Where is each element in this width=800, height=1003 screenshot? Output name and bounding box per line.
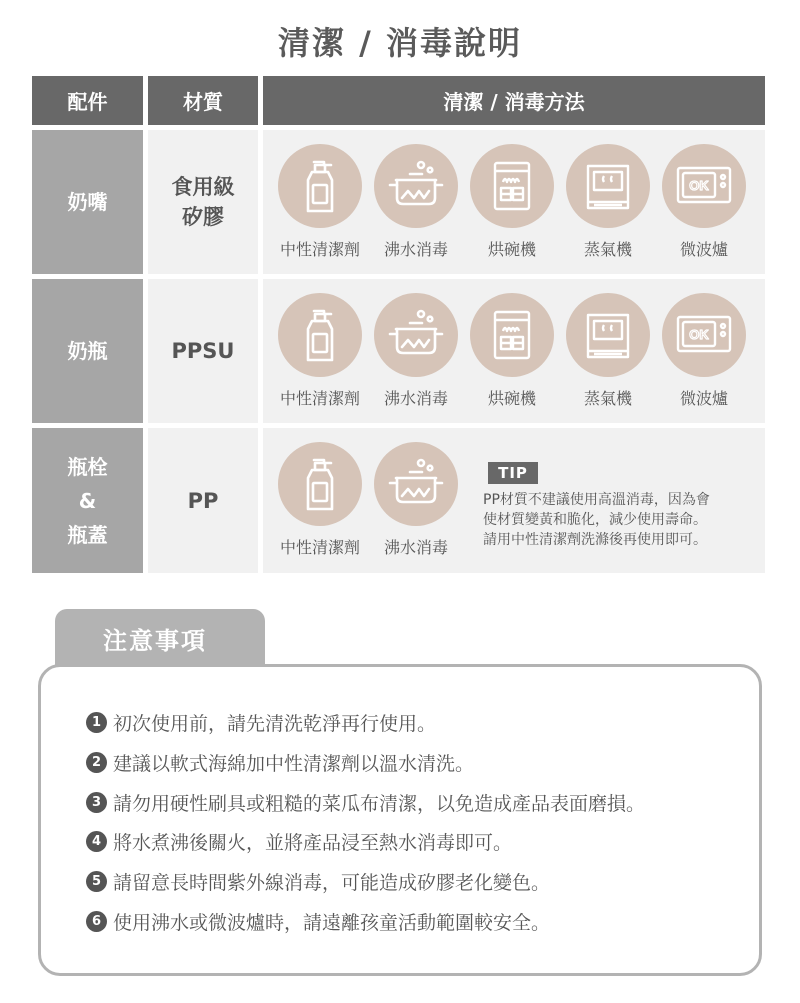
dish-dryer-icon: [482, 305, 542, 365]
detergent-bottle-icon: [290, 454, 350, 514]
method-label: 微波爐: [679, 389, 728, 408]
note-number: 2: [86, 752, 107, 773]
tip-line: PP材質不建議使用高溫消毒，因為會: [483, 492, 710, 508]
header-part: 配件: [32, 76, 143, 125]
method-detergent: [275, 144, 365, 260]
microwave-ok-text: OK: [689, 327, 709, 342]
boiling-pot-icon: [386, 305, 446, 365]
notes-title: 注意事項: [55, 609, 265, 667]
note-text: 建議以軟式海綿加中性清潔劑以溫水清洗。: [113, 753, 475, 775]
row-methods-cell: [263, 279, 765, 423]
method-label: 中性清潔劑: [279, 538, 360, 557]
note-number: 5: [86, 871, 107, 892]
dish-dryer-icon: [482, 156, 542, 216]
tip-line: 使材質變黃和脆化，減少使用壽命。: [483, 512, 707, 528]
note-text: 初次使用前，請先清洗乾淨再行使用。: [113, 713, 437, 735]
material-name: 矽膠: [182, 205, 224, 229]
boiling-pot-icon: [386, 454, 446, 514]
note-item: [86, 908, 550, 935]
method-label: 沸水消毒: [383, 538, 448, 557]
row-material-cell: [148, 130, 258, 274]
header-material: 材質: [148, 76, 258, 125]
note-number: 1: [86, 712, 107, 733]
method-label: 蒸氣機: [583, 240, 632, 259]
method-label: 烘碗機: [487, 240, 536, 259]
method-microwave: [659, 144, 749, 260]
page-title: 清潔 / 消毒說明: [278, 24, 522, 62]
part-name: 奶瓶: [67, 339, 108, 363]
row-part-cell: [32, 130, 143, 274]
note-text: 請勿用硬性刷具或粗糙的菜瓜布清潔，以免造成產品表面磨損。: [113, 793, 646, 815]
boiling-pot-icon: [386, 156, 446, 216]
method-microwave: [659, 293, 749, 409]
part-name: 瓶栓: [67, 454, 108, 479]
method-dishwasher: [467, 144, 557, 260]
method-dishwasher: [467, 293, 557, 409]
detergent-bottle-icon: [290, 305, 350, 365]
note-item: [86, 868, 550, 895]
material-name: PP: [187, 488, 219, 513]
steamer-icon: [578, 156, 638, 216]
method-boiling: [371, 442, 461, 558]
row-material-cell: [148, 279, 258, 423]
method-detergent: [275, 293, 365, 409]
row-part-cell: [32, 279, 143, 423]
method-boiling: [371, 144, 461, 260]
part-name: 奶嘴: [67, 190, 108, 214]
notes-box: [38, 664, 762, 976]
method-label: 烘碗機: [487, 389, 536, 408]
method-detergent: [275, 442, 365, 558]
tip-line: 請用中性清潔劑洗滌後再使用即可。: [483, 532, 707, 548]
tip-text: [483, 490, 768, 550]
method-steamer: [563, 144, 653, 260]
method-label: 中性清潔劑: [279, 240, 360, 259]
note-text: 使用沸水或微波爐時，請遠離孩童活動範圍較安全。: [113, 912, 551, 934]
material-name: 食用級: [171, 175, 235, 199]
microwave-icon: [674, 156, 734, 216]
method-label: 微波爐: [679, 240, 728, 259]
method-label: 中性清潔劑: [279, 389, 360, 408]
steamer-icon: [578, 305, 638, 365]
note-item: [86, 749, 474, 776]
part-name: 瓶蓋: [67, 522, 108, 547]
header-method: 清潔 / 消毒方法: [263, 76, 765, 125]
method-label: 沸水消毒: [383, 389, 448, 408]
material-name: PPSU: [171, 339, 235, 363]
microwave-icon: [674, 305, 734, 365]
row-methods-cell: [263, 428, 765, 573]
method-label: 蒸氣機: [583, 389, 632, 408]
note-text: 請留意長時間紫外線消毒，可能造成矽膠老化變色。: [113, 872, 551, 894]
method-label: 沸水消毒: [383, 240, 448, 259]
note-number: 3: [86, 792, 107, 813]
note-text: 將水煮沸後關火，並將產品浸至熱水消毒即可。: [113, 832, 513, 854]
method-boiling: [371, 293, 461, 409]
note-item: [86, 709, 436, 736]
note-number: 6: [86, 911, 107, 932]
note-item: [86, 828, 512, 855]
row-material-cell: [148, 428, 258, 573]
microwave-ok-text: OK: [689, 178, 709, 193]
tip-badge: TIP: [488, 462, 538, 484]
row-part-cell: [32, 428, 143, 573]
method-steamer: [563, 293, 653, 409]
row-methods-cell: [263, 130, 765, 274]
note-number: 4: [86, 831, 107, 852]
note-item: [86, 789, 645, 816]
detergent-bottle-icon: [290, 156, 350, 216]
part-name: &: [78, 488, 97, 513]
